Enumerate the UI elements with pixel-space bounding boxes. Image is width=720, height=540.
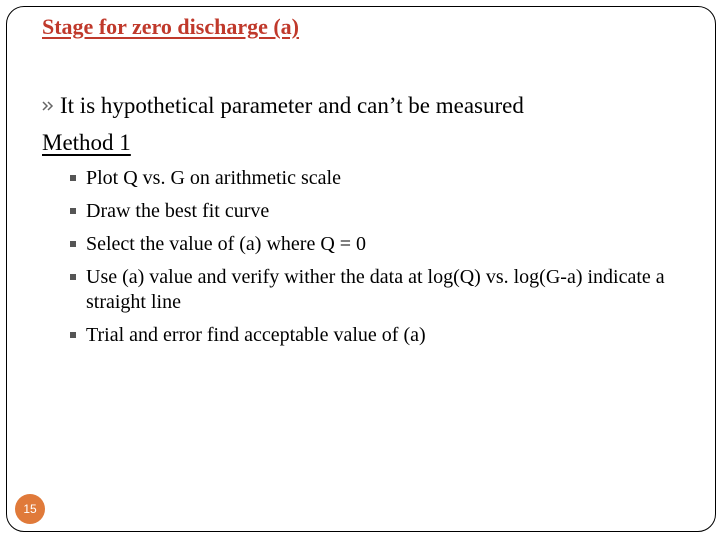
square-bullet-icon — [70, 175, 76, 181]
lead-text: It is hypothetical parameter and can’t be measured — [60, 93, 524, 118]
steps-list — [70, 162, 686, 352]
list-item-text: Trial and error find acceptable value of (a) — [86, 324, 426, 346]
slide-title: Stage for zero discharge (a) — [42, 14, 300, 39]
page-number: 15 — [23, 502, 37, 516]
square-bullet-icon — [70, 332, 76, 338]
square-bullet-icon — [70, 241, 76, 247]
method-heading: Method 1 — [42, 130, 131, 155]
square-bullet-icon — [70, 274, 76, 280]
list-item-text: Plot Q vs. G on arithmetic scale — [86, 167, 341, 189]
list-item — [70, 228, 686, 261]
list-item — [70, 195, 686, 228]
list-item-text: Select the value of (a) where Q = 0 — [86, 233, 367, 255]
lead-paragraph — [42, 93, 524, 119]
list-item-text: Use (a) value and verify wither the data at log(Q) vs. log(G-a) indicate a straight line — [86, 266, 665, 313]
list-item — [70, 162, 686, 195]
list-item-text: Draw the best fit curve — [86, 200, 270, 222]
list-item — [70, 319, 686, 352]
square-bullet-icon — [70, 208, 76, 214]
page-number-badge — [15, 494, 45, 524]
double-chevron-bullet-icon — [42, 91, 60, 117]
list-item — [70, 261, 686, 319]
